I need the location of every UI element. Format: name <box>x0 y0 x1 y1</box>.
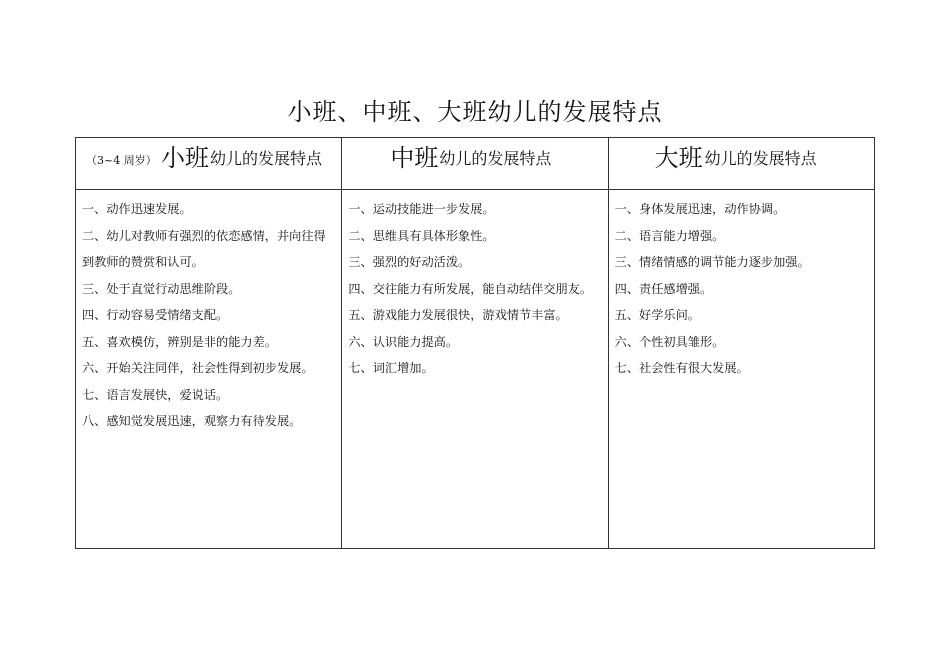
column-body <box>609 190 874 382</box>
column-body <box>342 190 607 382</box>
class-name: 大班 <box>654 144 703 172</box>
header-subtitle: 幼儿的发展特点 <box>439 149 552 168</box>
list-item: 二、幼儿对教师有强烈的依恋感情，并向往得到教师的赞赏和认可。 <box>82 228 326 269</box>
class-name: 小班 <box>161 144 209 172</box>
list-item: 三、处于直觉行动思维阶段。 <box>82 281 241 296</box>
header-subtitle: 幼儿的发展特点 <box>704 149 817 168</box>
age-note: （3~4 周岁） <box>86 154 157 167</box>
column-header <box>76 138 341 190</box>
list-item: 五、好学乐问。 <box>614 308 700 322</box>
list-item: 六、认识能力提高。 <box>348 334 459 349</box>
list-item: 四、行动容易受情绪支配。 <box>82 308 229 322</box>
list-item: 三、强烈的好动活泼。 <box>348 255 471 269</box>
column-body <box>76 190 341 435</box>
list-item: 一、动作迅速发展。 <box>82 202 192 216</box>
list-item: 七、语言发展快，爱说话。 <box>82 387 229 402</box>
column-header <box>609 138 874 190</box>
list-item: 六、开始关注同伴，社会性得到初步发展。 <box>82 361 314 375</box>
list-item: 七、词汇增加。 <box>348 361 434 375</box>
list-item: 四、交往能力有所发展，能自动结伴交朋友。 <box>348 281 593 296</box>
column-daban <box>609 138 874 548</box>
list-item: 二、语言能力增强。 <box>614 228 725 243</box>
development-table <box>75 137 875 549</box>
list-item: 一、运动技能进一步发展。 <box>348 202 495 216</box>
list-item: 四、责任感增强。 <box>614 281 713 296</box>
class-name: 中班 <box>390 144 439 172</box>
list-item: 八、感知觉发展迅速，观察力有待发展。 <box>82 414 302 428</box>
column-header <box>342 138 607 190</box>
list-item: 一、身体发展迅速，动作协调。 <box>614 202 786 216</box>
list-item: 三、情绪情感的调节能力逐步加强。 <box>614 255 810 269</box>
list-item: 五、喜欢模仿，辨别是非的能力差。 <box>82 334 277 349</box>
list-item: 七、社会性有很大发展。 <box>614 361 749 375</box>
list-item: 五、游戏能力发展很快，游戏情节丰富。 <box>348 308 568 322</box>
column-zhongban <box>342 138 608 548</box>
list-item: 二、思维具有具体形象性。 <box>348 228 495 243</box>
list-item: 六、个性初具雏形。 <box>614 334 725 349</box>
header-subtitle: 幼儿的发展特点 <box>210 149 323 168</box>
column-xiaoban <box>76 138 342 548</box>
document-title: 小班、中班、大班幼儿的发展特点 <box>287 98 663 126</box>
